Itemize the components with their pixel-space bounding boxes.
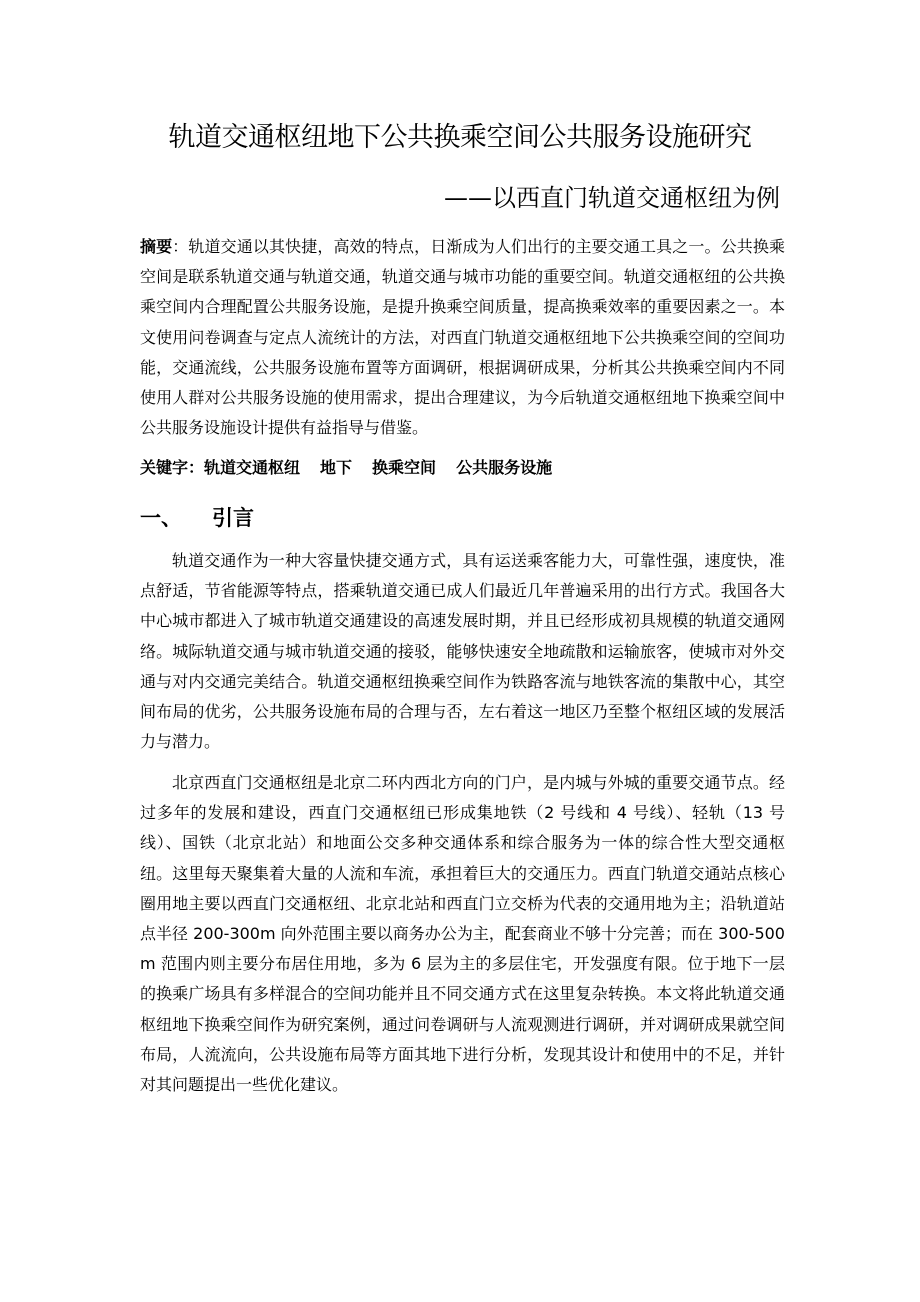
keyword-item: 地下: [320, 458, 353, 477]
keywords-label: 关键字：: [140, 458, 205, 477]
section-heading: [140, 500, 254, 536]
document-title: 轨道交通枢纽地下公共换乘空间公共服务设施研究: [168, 122, 752, 153]
section-number: 一、: [140, 506, 182, 530]
keywords: [140, 453, 552, 483]
abstract-label: 摘要: [140, 237, 173, 256]
keyword-item: 公共服务设施: [456, 458, 553, 477]
body-paragraph: 北京西直门交通枢纽是北京二环内西北方向的门户，是内城与外城的重要交通节点。经过多年的发展和建设，西直门交通枢纽已形成集地铁（2 号线和 4 号线）、轻轨（13 号线）、国铁（北京北站）和地面公交多种交通体系和综合服务为一体的综合性大型交通枢纽。这里每天聚集着大量的人流和车流，承担着巨大的交通压力。西直门轨道交通站点核心圈用地主要以西直门交通枢纽、北京北站和西直门立交桥为代表的交通用地为主；沿轨道站点半径 200-300m 向外范围主要以商务办公为主，配套商业不够十分完善；而在 300-500m 范围内则主要分布居住用地，多为 6 层为主的多层住宅，开发强度有限。位于地下一层的换乘广场具有多样混合的空间功能并且不同交通方式在这里复杂转换。本文将此轨道交通枢纽地下换乘空间作为研究案例，通过问卷调研与人流观测进行调研，并对调研成果就空间布局，人流流向，公共设施布局等方面其地下进行分析，发现其设计和使用中的不足，并针对其问题提出一些优化建议。: [140, 773, 785, 1095]
document-subtitle: ——以西直门轨道交通枢纽为例: [444, 184, 780, 212]
abstract: [140, 232, 785, 443]
section-title: 引言: [212, 506, 254, 530]
keyword-item: 换乘空间: [372, 458, 437, 477]
keyword-item: 轨道交通枢纽: [204, 458, 301, 477]
body-paragraph: 轨道交通作为一种大容量快捷交通方式，具有运送乘客能力大，可靠性强，速度快，准点舒适，节省能源等特点，搭乘轨道交通已成人们最近几年普遍采用的出行方式。我国各大中心城市都进入了城市轨道交通建设的高速发展时期，并且已经形成初具规模的轨道交通网络。城际轨道交通与城市轨道交通的接驳，能够快速安全地疏散和运输旅客，使城市对外交通与对内交通完美结合。轨道交通枢纽换乘空间作为铁路客流与地铁客流的集散中心，其空间布局的优劣，公共服务设施布局的合理与否，左右着这一地区乃至整个枢纽区域的发展活力与潜力。: [140, 551, 785, 752]
abstract-text: ：轨道交通以其快捷，高效的特点，日渐成为人们出行的主要交通工具之一。公共换乘空间是联系轨道交通与轨道交通，轨道交通与城市功能的重要空间。轨道交通枢纽的公共换乘空间内合理配置公共服务设施，是提升换乘空间质量，提高换乘效率的重要因素之一。本文使用问卷调查与定点人流统计的方法，对西直门轨道交通枢纽地下公共换乘空间的空间功能，交通流线，公共服务设施布置等方面调研，根据调研成果，分析其公共换乘空间内不同使用人群对公共服务设施的使用需求，提出合理建议，为今后轨道交通枢纽地下换乘空间中公共服务设施设计提供有益指导与借鉴。: [140, 237, 785, 438]
